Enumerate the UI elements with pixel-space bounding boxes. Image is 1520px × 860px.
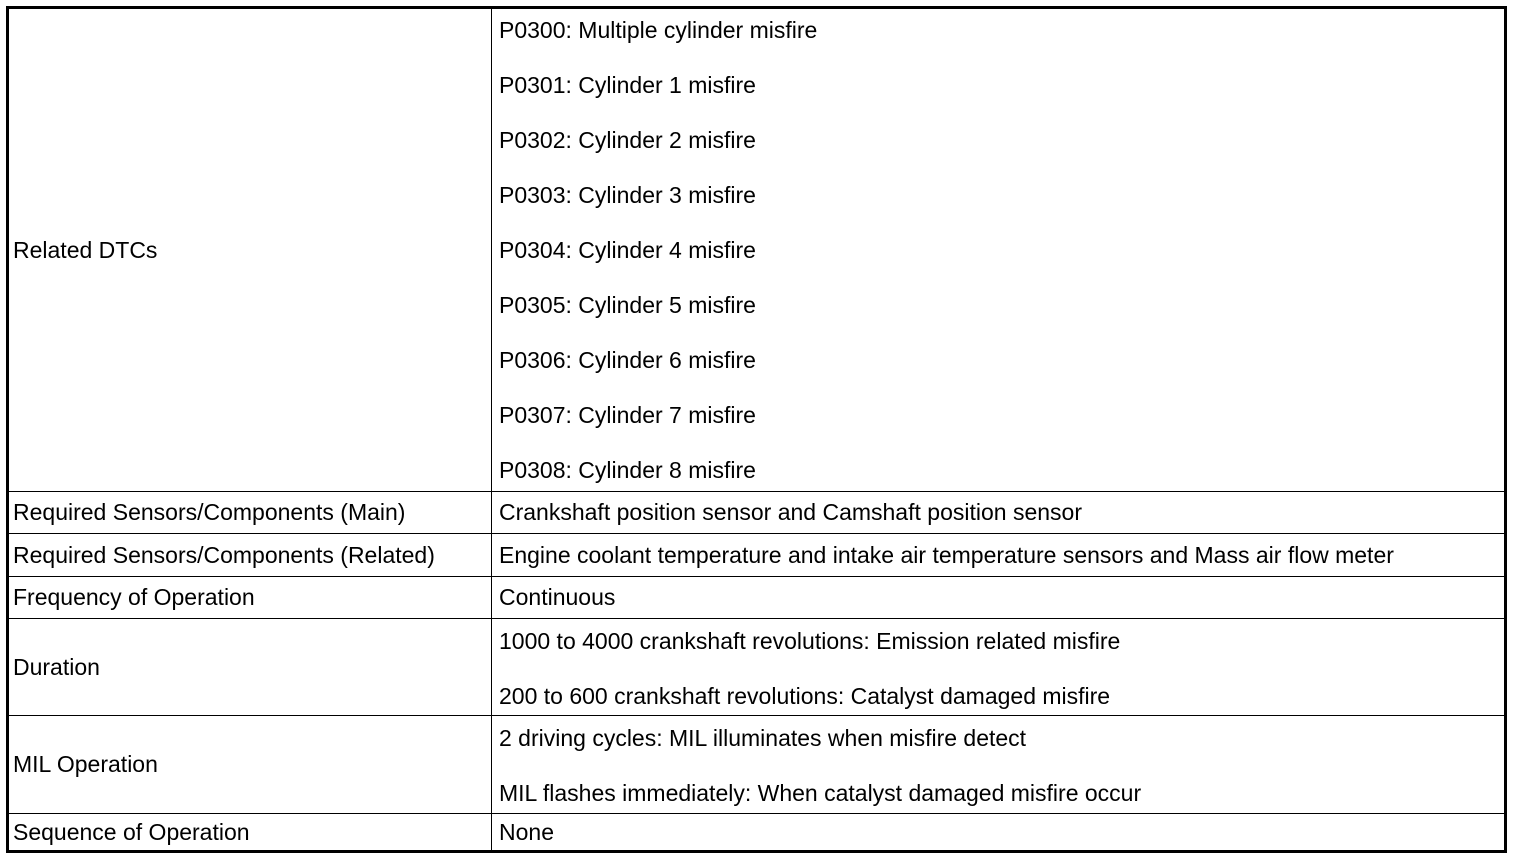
- duration-item: 200 to 600 crankshaft revolutions: Catalyst damaged misfire: [499, 683, 1111, 709]
- row-value: Crankshaft position sensor and Camshaft position sensor: [491, 492, 1504, 533]
- row-value: Engine coolant temperature and intake air temperature sensors and Mass air flow meter: [491, 534, 1504, 576]
- dtc-item: P0305: Cylinder 5 misfire: [499, 292, 756, 318]
- row-label: Required Sensors/Components (Main): [13, 499, 406, 525]
- dtc-item: P0304: Cylinder 4 misfire: [499, 237, 756, 263]
- mil-item: 2 driving cycles: MIL illuminates when misfire detect: [499, 725, 1027, 751]
- row-value: Continuous: [491, 577, 1504, 618]
- table-row-frequency: [9, 576, 1504, 618]
- row-value: [491, 716, 1504, 813]
- row-value: None: [491, 814, 1504, 850]
- table-row-duration: [9, 618, 1504, 715]
- dtc-item: P0301: Cylinder 1 misfire: [499, 72, 756, 98]
- row-label: MIL Operation: [13, 751, 158, 777]
- dtc-item: P0302: Cylinder 2 misfire: [499, 127, 756, 153]
- dtc-item: P0303: Cylinder 3 misfire: [499, 182, 756, 208]
- table-row-related-dtcs: [9, 9, 1504, 491]
- duration-item: 1000 to 4000 crankshaft revolutions: Emission related misfire: [499, 628, 1121, 654]
- row-label: Duration: [13, 653, 100, 680]
- row-value: [491, 619, 1504, 715]
- row-label: Sequence of Operation: [13, 818, 250, 845]
- monitor-table: [6, 6, 1507, 853]
- table-grid: [9, 9, 1504, 850]
- dtc-item: P0308: Cylinder 8 misfire: [499, 457, 756, 483]
- row-label: Related DTCs: [13, 236, 158, 263]
- table-row-sensors-related: [9, 533, 1504, 576]
- mil-item: MIL flashes immediately: When catalyst damaged misfire occur: [499, 780, 1142, 806]
- table-row-sequence: [9, 813, 1504, 850]
- row-label: Frequency of Operation: [13, 584, 255, 610]
- dtc-item: P0307: Cylinder 7 misfire: [499, 402, 756, 428]
- table-row-sensors-main: [9, 491, 1504, 533]
- row-label: Required Sensors/Components (Related): [13, 541, 435, 568]
- dtc-item: P0306: Cylinder 6 misfire: [499, 347, 756, 373]
- dtc-item: P0300: Multiple cylinder misfire: [499, 17, 818, 43]
- table-row-mil-operation: [9, 715, 1504, 813]
- row-value: [491, 9, 1504, 491]
